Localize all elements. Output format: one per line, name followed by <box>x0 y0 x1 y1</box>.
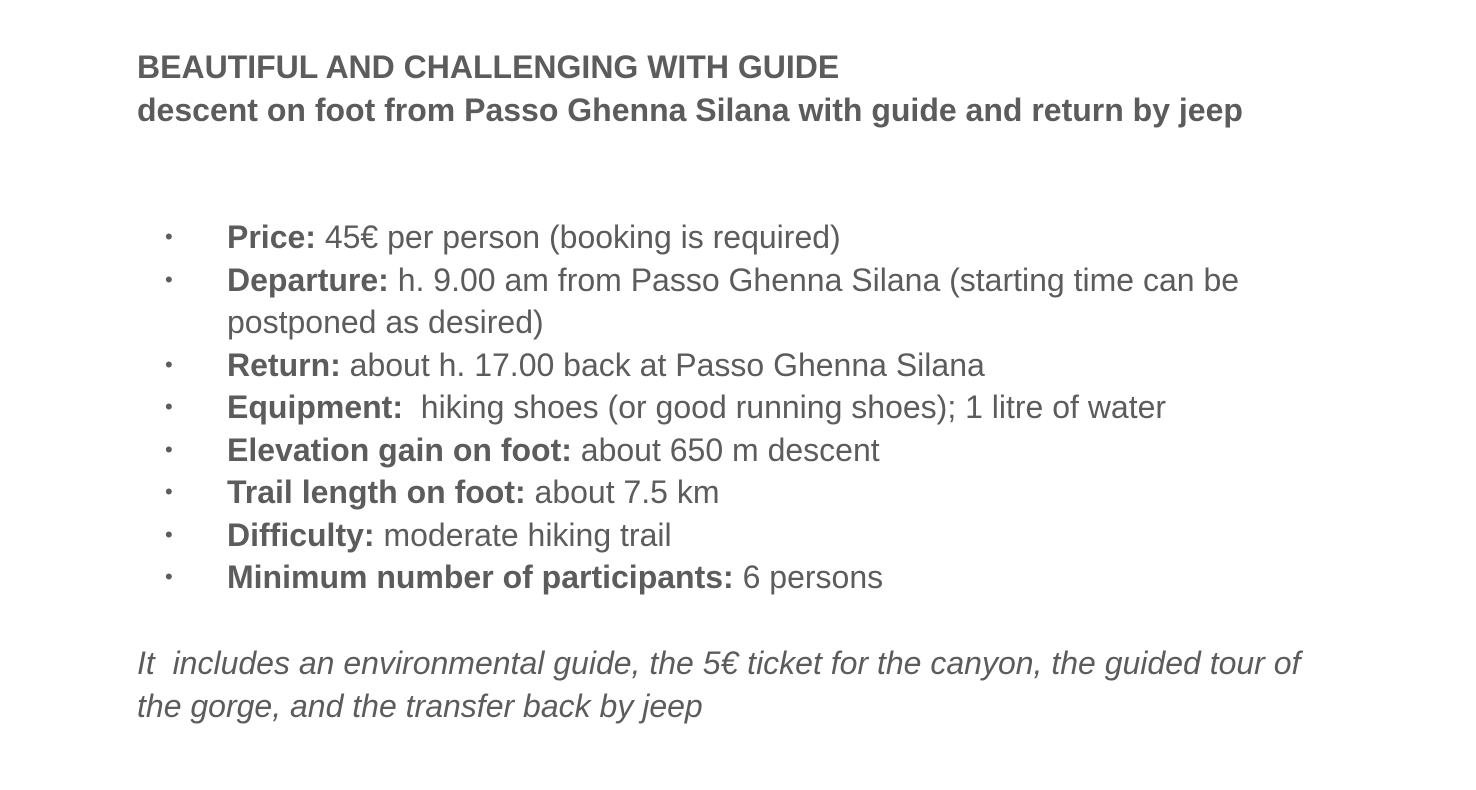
detail-label: Return: <box>227 346 341 383</box>
detail-value: hiking shoes (or good running shoes); 1 litre of water <box>402 389 1167 425</box>
detail-elevation-gain <box>0 429 1357 472</box>
detail-equipment <box>0 386 1357 429</box>
detail-value: 45€ per person (booking is required) <box>315 219 841 255</box>
detail-label: Difficulty: <box>227 516 375 553</box>
details-list <box>0 216 1476 599</box>
detail-value: h. 9.00 am from Passo Ghenna Silana (starting time can be postponed as desired) <box>227 261 1240 340</box>
detail-return <box>0 344 1357 387</box>
detail-min-participants <box>0 556 1357 599</box>
detail-label: Price: <box>227 219 316 255</box>
bullet-icon: • <box>165 266 173 292</box>
detail-departure <box>0 259 1357 344</box>
detail-value: about 650 m descent <box>571 431 880 468</box>
detail-label: Elevation gain on foot: <box>227 431 572 468</box>
detail-value: about 7.5 km <box>525 474 720 510</box>
bullet-icon: • <box>165 224 173 249</box>
detail-label: Trail length on foot: <box>227 474 526 510</box>
detail-label: Departure: <box>227 261 389 298</box>
bullet-icon: • <box>165 351 173 377</box>
detail-trail-length <box>0 471 1357 514</box>
bullet-icon: • <box>165 479 173 504</box>
detail-value: moderate hiking trail <box>374 516 672 553</box>
detail-price <box>0 216 1357 259</box>
detail-label: Equipment: <box>227 389 403 425</box>
bullet-icon: • <box>165 436 173 462</box>
bullet-icon: • <box>165 521 173 547</box>
detail-difficulty <box>0 514 1357 557</box>
bullet-icon: • <box>165 394 173 419</box>
bullet-icon: • <box>165 564 173 589</box>
detail-value: about h. 17.00 back at Passo Ghenna Silana <box>340 346 985 383</box>
page-subtitle: descent on foot from Passo Ghenna Silana with guide and return by jeep <box>137 92 1243 128</box>
detail-label: Minimum number of participants: <box>227 559 734 595</box>
detail-value: 6 persons <box>733 559 884 595</box>
inclusions-note: It includes an environmental guide, the 5€ ticket for the canyon, the guided tour of the gorge, and the transfer back by jeep <box>137 645 1310 724</box>
page-title: BEAUTIFUL AND CHALLENGING WITH GUIDE <box>137 49 840 85</box>
heading-block <box>137 46 1337 132</box>
